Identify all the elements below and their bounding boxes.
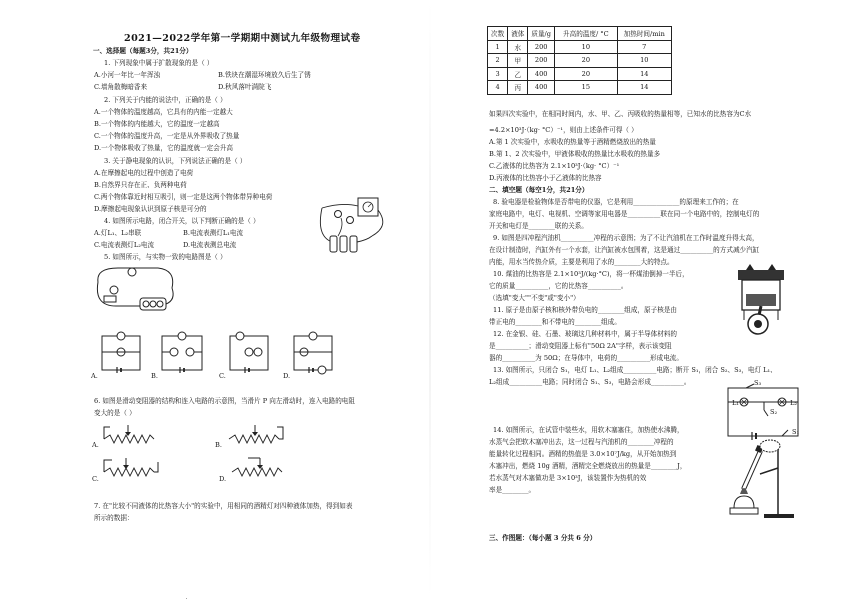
q9-line3: 内能，用水当传热介质，主要是利用了水的________大的特点。 — [489, 258, 674, 266]
q7-continued-line2: =4.2×10³J·（kg· °C）⁻¹，则由上述条件可得（ ） — [489, 126, 638, 134]
section-3-heading: 三、作图题：（每小题 3 分共 6 分） — [489, 534, 597, 542]
q6-rheostat-d — [228, 456, 290, 478]
q1-stem: 1. 下列现象中属于扩散现象的是（ ） — [104, 59, 214, 67]
q11-line1: 11. 原子是由原子核和核外带负电的________组成，原子核是由 — [493, 306, 678, 314]
section-2-heading: 二、填空题（每空1分，共21分） — [489, 186, 589, 194]
q7-continued-line1: 如果四次实验中，在相同时间内，水、甲、乙、丙吸收的热量相等，已知水的比热容为C水 — [489, 110, 752, 118]
q3-stem: 3. 关于静电现象的认识，下列说法正确的是（ ） — [104, 157, 247, 165]
q3-option-c: C.两个物体靠近时相互吸引，则一定是这两个物体带异种电荷 — [94, 193, 273, 201]
q6-stem-line2: 变大的是（ ） — [94, 409, 136, 417]
table-header-cell: 液体 — [508, 27, 528, 41]
table-cell: 2 — [488, 54, 508, 68]
q2-option-d: D.一个物体吸收了热量，它的温度就一定会升高 — [94, 144, 234, 152]
q1-option-b: B.铁块在潮湿环境放久后生了锈 — [218, 71, 311, 79]
q13-s3-label: S₃ — [754, 379, 762, 387]
q5-option-a-diagram — [100, 334, 142, 374]
table-cell: 丙 — [508, 81, 528, 95]
q4-option-c: C.电流表测灯L₂电流 — [94, 241, 155, 249]
q13-s1-label: S₁ — [792, 428, 800, 436]
q6-stem-line1: 6. 如图是滑动变阻器的结构和连入电路的示意图，当滑片 P 向左滑动时，连入电路的电阻 — [94, 397, 355, 405]
q8-line3: 开关和电灯是________联的关系。 — [489, 222, 588, 230]
table-header-row — [488, 27, 672, 41]
table-row — [488, 81, 672, 95]
q3-option-b: B.自然界只存在正、负两种电荷 — [94, 181, 187, 189]
table-cell: 200 — [528, 54, 555, 68]
q1-option-d: D.秋风落叶满院飞 — [218, 83, 272, 91]
q4-circuit-figure — [312, 196, 392, 260]
q6-label-d: D. — [219, 475, 227, 483]
q14-line5: 若水蒸气对木塞做功是 3×10³J，该装置作为热机的效 — [489, 474, 647, 482]
q2-option-a: A.一个物体的温度越高，它具有的内能一定越大 — [94, 108, 233, 116]
table-header-cell: 次数 — [488, 27, 508, 41]
table-header-cell: 加热时间/min — [617, 27, 671, 41]
q13-line2: L₂组成__________电路；同时闭合 S₁、S₃，电路会形成__________。 — [489, 378, 691, 386]
q7-stem-line1: 7. 在"比较不同液体的比热容大小"的实验中，用相同的酒精灯对四种液体加热，得到如表 — [94, 502, 353, 510]
q7-option-c: C.乙液体的比热容为 2.1×10³J·（kg· °C）⁻¹ — [489, 162, 620, 170]
q1-option-c: C.墙角散梅暗香来 — [94, 83, 148, 91]
table-cell: 14 — [617, 67, 671, 81]
q12-line1: 12. 在金银、硅、石墨、玻璃这几种材料中，属于半导体材料的 — [493, 330, 678, 338]
q6-rheostat-a — [100, 423, 162, 445]
q1-option-a: A.小河一年比一年浑浊 — [94, 71, 161, 79]
q10-line1: 10. 煤油的比热容是 2.1×10³J/(kg·°C)，将一杯煤油倒掉一半后， — [493, 270, 689, 278]
test-tube-heating-figure — [720, 438, 800, 520]
q4-stem: 4. 如图所示电路，闭合开关，以下判断正确的是（ ） — [104, 217, 260, 225]
q9-line1: 9. 如图是四冲程汽油机__________冲程的示意图；为了不让汽油机在工作时温度升得太高， — [493, 234, 759, 242]
table-cell: 400 — [528, 67, 555, 81]
q4-option-d: D.电流表测总电流 — [183, 241, 237, 249]
q7-option-b: B.第 1、2 次实验中，甲液体吸收的热量比水吸收的热量多 — [489, 150, 661, 158]
q14-line3: 能量转化过程相同。酒精的热值是 3.0×10⁷J/kg，从开始加热到 — [489, 450, 677, 458]
q4-option-b: B.电流表测灯L₁电流 — [183, 229, 244, 237]
q13-s2-label: S₂ — [770, 408, 778, 416]
table-cell: 7 — [617, 40, 671, 54]
table-header-cell: 质量/g — [528, 27, 555, 41]
table-cell: 乙 — [508, 67, 528, 81]
q14-line4: 木塞冲出，燃烧 10g 酒精，酒精完全燃烧放出的热量是________J， — [489, 462, 687, 470]
q7-data-table — [487, 26, 672, 95]
q5-label-a: A. — [91, 372, 98, 380]
q6-label-c: C. — [92, 475, 99, 483]
table-cell: 14 — [617, 81, 671, 95]
exam-title: 2021—2022学年第一学期期中测试九年级物理试卷 — [124, 33, 361, 44]
q14-line2: 水蒸气会把软木塞冲出去，这一过程与汽油机的________冲程的 — [489, 438, 674, 446]
q3-option-d: D.摩擦起电现象认识到原子核是可分的 — [94, 205, 207, 213]
q13-l2-label: L₂ — [790, 399, 798, 407]
q10-line3: （选填"变大""不变"或"变小"） — [489, 294, 580, 302]
q5-label-d: D. — [283, 372, 291, 380]
q10-line2: 它的质量__________，它的比热容__________。 — [489, 282, 628, 290]
engine-cylinder-figure — [732, 262, 790, 338]
q5-stem: 5. 如图所示，与实物一致的电路图是（ ） — [104, 253, 227, 261]
table-row — [488, 40, 672, 54]
table-cell: 10 — [555, 40, 618, 54]
q6-rheostat-b — [225, 423, 287, 445]
exam-page-left — [0, 0, 430, 598]
q5-physical-circuit — [88, 262, 184, 314]
q5-option-b-diagram — [160, 334, 206, 374]
q5-option-c-diagram — [228, 334, 272, 374]
q6-label-b: B. — [215, 441, 222, 449]
table-cell: 10 — [617, 54, 671, 68]
table-cell: 400 — [528, 81, 555, 95]
table-cell: 水 — [508, 40, 528, 54]
q13-line1: 13. 如图所示，只闭合 S₁，电灯 L₁、L₂组成__________电路；断开 S₁，闭合 S₂、S₃，电灯 L₁、 — [493, 366, 777, 374]
table-cell: 3 — [488, 67, 508, 81]
q5-option-d-diagram — [292, 334, 334, 374]
table-row — [488, 54, 672, 68]
q8-line2: 家庭电路中，电灯、电视机、空调等家用电器是__________联在同一个电路中的，控制电灯的 — [489, 210, 760, 218]
table-cell: 1 — [488, 40, 508, 54]
q9-line2: 在设计制造时，汽缸外有一个水套，让汽缸被水包围着，这是通过__________的方式减少汽缸 — [489, 246, 760, 254]
q8-line1: 8. 验电器是检验物体是否带电的仪器，它是利用______________的原理来工作的；在 — [493, 198, 739, 206]
table-cell: 15 — [555, 81, 618, 95]
table-cell: 20 — [555, 67, 618, 81]
table-cell: 甲 — [508, 54, 528, 68]
q12-line3: 器的__________为 50Ω；在导体中，电荷的__________形成电流。 — [489, 354, 683, 362]
q4-option-a: A.灯L₁、L₂串联 — [94, 229, 142, 237]
table-cell: 4 — [488, 81, 508, 95]
table-cell: 200 — [528, 40, 555, 54]
table-header-cell: 升高的温度/ °C — [555, 27, 618, 41]
section-1-heading: 一、选择题（每题3分，共21分） — [93, 47, 193, 55]
q14-line1: 14. 如图所示，在试管中装些水，用软木塞塞住，加热使水沸腾， — [493, 426, 684, 434]
q13-l1-label: L₁ — [732, 399, 740, 407]
q2-option-b: B.一个物体的内能越大，它的温度一定越高 — [94, 120, 220, 128]
q3-option-a: A.在摩擦起电的过程中创造了电荷 — [94, 169, 194, 177]
q7-option-a: A.第 1 次实验中，水吸收的热量等于酒精燃烧放出的热量 — [489, 138, 656, 146]
q14-line6: 率是________。 — [489, 486, 536, 494]
q2-stem: 2. 下列关于内能的说法中，正确的是（ ） — [104, 96, 227, 104]
q7-stem-line2: 所示的数据： — [94, 514, 134, 522]
exam-page-right — [430, 0, 860, 598]
q5-label-b: B. — [151, 372, 158, 380]
table-cell: 20 — [555, 54, 618, 68]
q12-line2: 是__________；滑动变阻器上标有"50Ω 2A"字样，表示该变阻 — [489, 342, 672, 350]
q2-option-c: C.一个物体的温度升高，一定是从外界吸收了热量 — [94, 132, 240, 140]
table-row — [488, 67, 672, 81]
q6-rheostat-c — [100, 456, 162, 478]
q7-option-d: D.丙液体的比热容小于乙液体的比热容 — [489, 174, 602, 182]
q5-label-c: C. — [219, 372, 226, 380]
q11-line2: 带正电的________和不带电的________组成。 — [489, 318, 621, 326]
q6-label-a: A. — [92, 441, 99, 449]
